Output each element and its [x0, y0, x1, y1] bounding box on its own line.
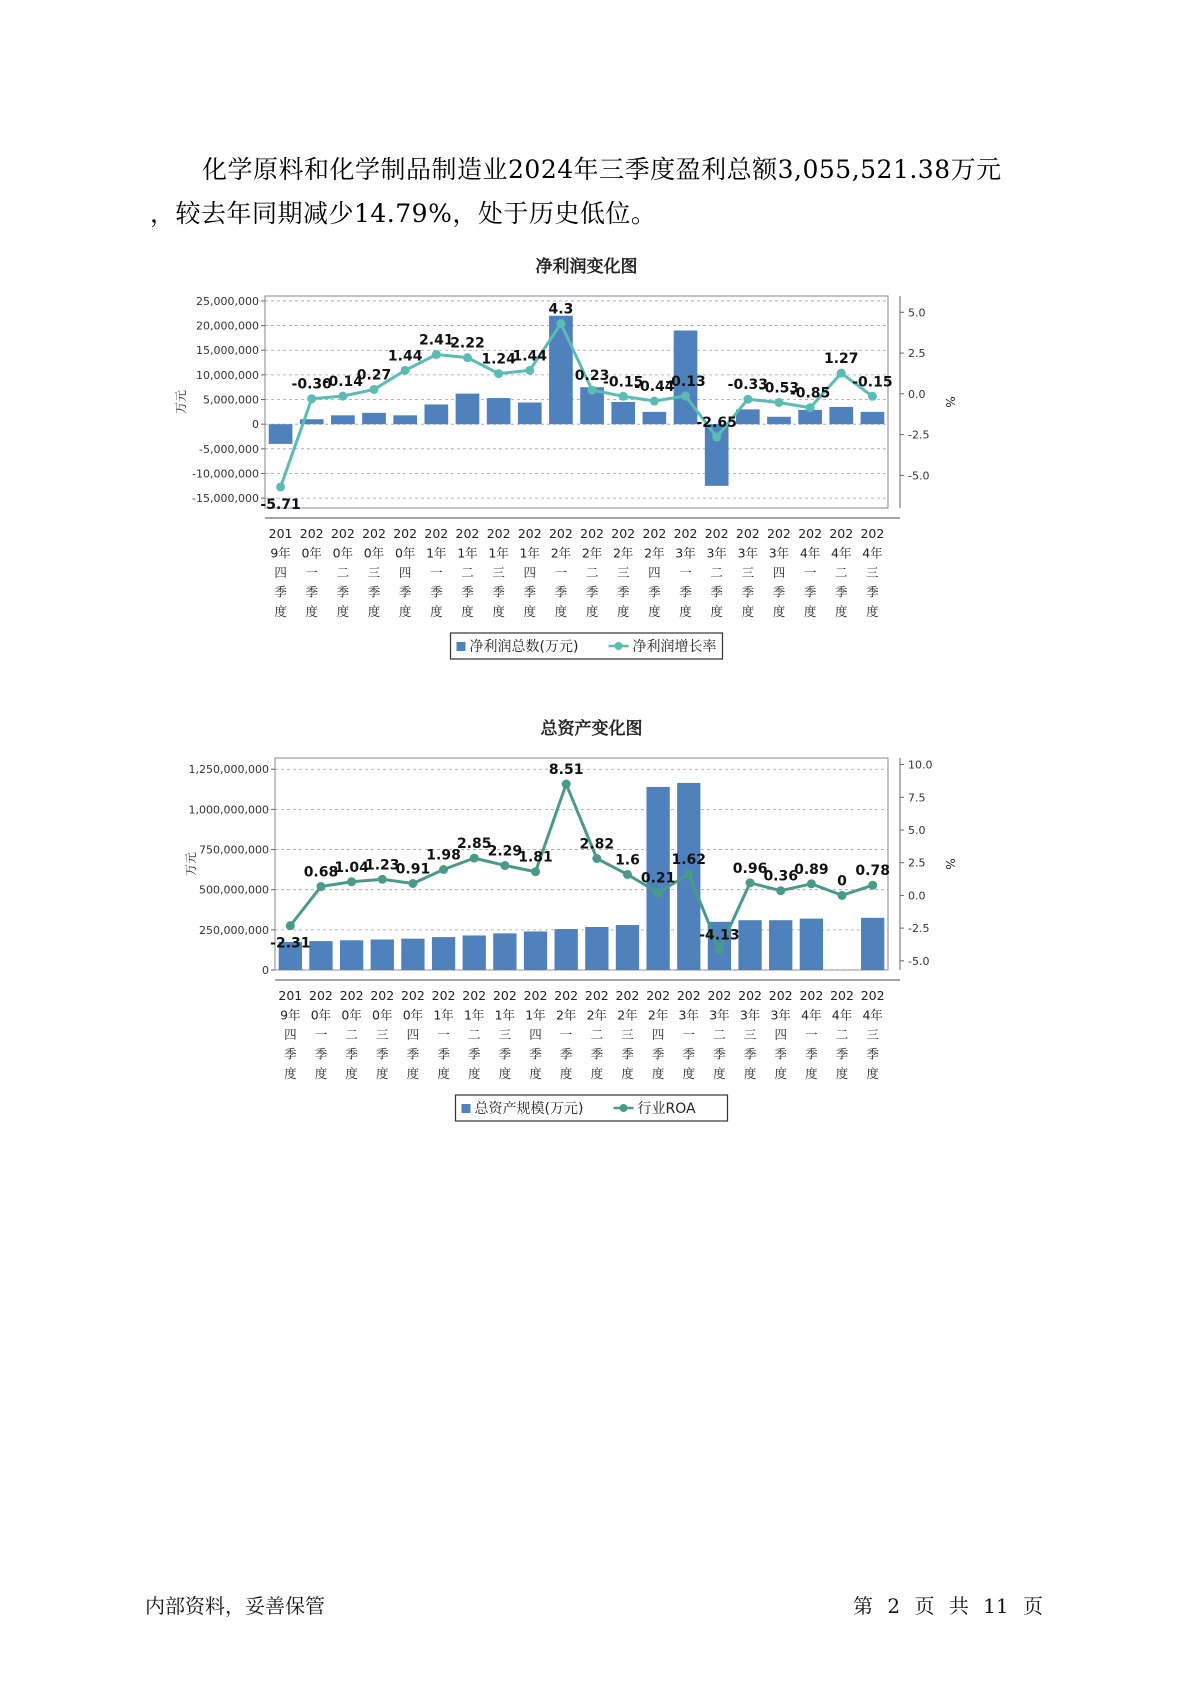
data-label: 2.41 [419, 332, 454, 349]
left-tick-label: -15,000,000 [192, 492, 259, 506]
legend-line-label: 净利润增长率 [632, 639, 717, 655]
line-point [776, 886, 785, 895]
right-tick-label: 2.5 [908, 347, 926, 361]
line-point [715, 945, 724, 954]
line-point [746, 878, 755, 887]
left-tick-label: 10,000,000 [196, 368, 259, 382]
legend-bar-swatch [462, 1104, 471, 1113]
right-axis-label: % [943, 396, 957, 408]
category-label: 202 4年二季度 [829, 526, 854, 619]
right-tick-label: 5.0 [908, 306, 926, 320]
line-point [650, 397, 659, 406]
bar [309, 941, 332, 970]
left-axis-label: 万元 [174, 389, 188, 415]
data-label: 2.85 [456, 836, 492, 853]
bar [616, 925, 639, 970]
bar [643, 412, 667, 424]
line-point [525, 366, 534, 375]
left-tick-label: 0 [252, 418, 259, 432]
data-label: -0.30 [291, 376, 332, 393]
footer-confidential-note: 内部资料，妥善保管 [145, 1594, 325, 1618]
bar [829, 407, 853, 424]
category-label: 202 0年四季度 [393, 526, 418, 619]
line-point [562, 780, 571, 789]
bar [331, 415, 355, 424]
line-point [378, 875, 387, 884]
bar [769, 920, 792, 970]
category-label: 202 0年三季度 [370, 988, 395, 1081]
category-label: 202 0年二季度 [339, 988, 364, 1081]
line-point [743, 395, 752, 404]
data-label: 0.21 [640, 870, 676, 887]
data-label: 0.91 [395, 861, 431, 878]
data-label: -0.44 [634, 379, 675, 396]
total-assets-chart [150, 719, 957, 1138]
right-tick-label: 10.0 [908, 758, 933, 772]
footer-page-number: 第 2 页 共 11 页 [853, 1594, 1043, 1618]
category-label: 202 1年四季度 [517, 526, 542, 619]
line-point [619, 392, 628, 401]
left-tick-label: 20,000,000 [196, 319, 259, 333]
data-label: -5.71 [260, 496, 301, 513]
right-tick-label: -2.5 [908, 428, 930, 442]
net-profit-chart [150, 257, 957, 680]
bar [456, 394, 480, 425]
line-point [684, 870, 693, 879]
data-label: 1.24 [481, 351, 516, 368]
category-label: 202 1年四季度 [523, 988, 548, 1081]
left-tick-label: -10,000,000 [192, 467, 259, 481]
line-point [807, 879, 816, 888]
line-point [439, 865, 448, 874]
category-label: 202 1年一季度 [431, 988, 456, 1081]
legend-line-marker [615, 642, 623, 650]
data-label: -0.33 [727, 377, 769, 394]
data-label: 4.3 [548, 301, 574, 318]
data-label: -0.15 [603, 374, 644, 391]
summary-line-1: 化学原料和化学制品制造业2024年三季度盈利总额3,055,521.38万元 [202, 155, 1002, 184]
category-label: 202 2年四季度 [646, 988, 671, 1081]
bar [269, 424, 293, 444]
data-label: 0.23 [574, 368, 610, 385]
bar [401, 939, 424, 970]
right-tick-label: -2.5 [908, 922, 930, 936]
category-label: 202 2年四季度 [642, 526, 667, 619]
summary-line-2: ，较去年同期减少14.79%，处于历史低位。 [150, 199, 657, 228]
line-point [774, 398, 783, 407]
data-label: 1.27 [824, 351, 859, 368]
left-tick-label: 25,000,000 [196, 294, 259, 308]
chart-title: 净利润变化图 [535, 257, 638, 277]
category-label: 202 3年三季度 [735, 526, 760, 619]
line-point [868, 881, 877, 890]
legend-bar-label: 净利润总数(万元) [469, 639, 579, 655]
line-point [470, 854, 479, 863]
bar [524, 931, 547, 970]
legend-bar-label: 总资产规模(万元) [474, 1101, 584, 1117]
bar [611, 402, 635, 424]
data-label: 1.23 [365, 857, 400, 874]
data-label: 1.98 [426, 847, 461, 864]
category-label: 202 3年三季度 [738, 988, 763, 1081]
right-tick-label: 0.0 [908, 889, 926, 903]
bar [861, 918, 884, 970]
right-tick-label: 0.0 [908, 387, 926, 401]
data-label: 0.96 [732, 860, 768, 877]
data-label: 2.29 [487, 843, 523, 860]
right-tick-label: 5.0 [908, 823, 926, 837]
category-label: 202 2年一季度 [554, 988, 579, 1081]
left-tick-label: 250,000,000 [199, 923, 269, 937]
bar [800, 919, 823, 970]
data-label: -2.31 [270, 935, 311, 952]
category-label: 202 1年三季度 [486, 526, 511, 619]
data-label: 0.68 [303, 864, 339, 881]
line-point [463, 353, 472, 362]
bar [362, 413, 386, 424]
category-label: 202 2年一季度 [548, 526, 573, 619]
line-point [592, 854, 601, 863]
left-tick-label: 750,000,000 [199, 843, 269, 857]
data-label: -4.13 [699, 927, 740, 944]
category-label: 202 4年二季度 [830, 988, 854, 1081]
category-label: 202 2年三季度 [611, 526, 636, 619]
data-label: 2.82 [579, 836, 615, 853]
category-label: 202 1年二季度 [462, 988, 487, 1081]
line-point [588, 386, 597, 395]
bar [585, 927, 608, 970]
data-label: 0 [837, 873, 847, 890]
data-label: 1.04 [334, 859, 369, 876]
data-label: -0.15 [852, 374, 893, 391]
line-point [370, 385, 379, 394]
category-label: 202 3年一季度 [673, 526, 698, 619]
category-label: 202 4年一季度 [798, 526, 823, 619]
line-point [623, 870, 632, 879]
category-label: 201 9年四季度 [278, 988, 303, 1081]
left-tick-label: 1,000,000,000 [188, 803, 269, 817]
category-label: 202 4年一季度 [799, 988, 824, 1081]
right-tick-label: -5.0 [908, 469, 930, 483]
category-label: 202 0年一季度 [309, 988, 333, 1081]
data-label: -0.14 [322, 374, 364, 391]
right-tick-label: 7.5 [908, 791, 926, 805]
line-point [531, 867, 540, 876]
category-label: 202 1年三季度 [492, 988, 517, 1081]
line-point [712, 433, 721, 442]
category-label: 202 3年四季度 [768, 988, 793, 1081]
left-tick-label: 15,000,000 [196, 344, 259, 358]
left-tick-label: -5,000,000 [199, 442, 259, 456]
data-label: 0.27 [356, 367, 392, 384]
line-point [316, 882, 325, 891]
data-label: -2.65 [696, 415, 737, 432]
right-tick-label: 2.5 [908, 856, 926, 870]
line-point [347, 877, 356, 886]
data-label: 0.36 [763, 868, 798, 885]
line-point [654, 888, 663, 897]
bar [463, 935, 486, 970]
summary-paragraph [150, 148, 1050, 236]
bar [340, 940, 363, 970]
bar [555, 929, 578, 970]
line-point [556, 319, 565, 328]
right-axis-label: % [943, 858, 957, 870]
left-tick-label: 1,250,000,000 [188, 763, 269, 777]
right-tick-label: -5.0 [908, 954, 930, 968]
data-label: 0.78 [855, 863, 890, 880]
category-label: 202 1年二季度 [455, 526, 480, 619]
line-point [500, 861, 509, 870]
category-label: 202 2年二季度 [580, 526, 605, 619]
data-label: 2.22 [450, 335, 485, 352]
bar [767, 417, 791, 424]
bar [549, 316, 573, 424]
bar [861, 412, 885, 424]
left-tick-label: 0 [262, 964, 269, 977]
data-label: -0.85 [789, 385, 831, 402]
plot-area [265, 296, 888, 508]
data-label: 1.44 [512, 348, 548, 365]
left-tick-label: 5,000,000 [203, 393, 259, 407]
bar [518, 402, 542, 424]
category-label: 201 9年四季度 [268, 526, 293, 619]
category-label: 202 3年四季度 [767, 526, 791, 619]
legend-line-label: 行业ROA [637, 1101, 696, 1117]
line-point [401, 366, 410, 375]
line-point [494, 369, 503, 378]
line-point [837, 369, 846, 378]
data-label: -0.53 [758, 380, 800, 397]
data-label: 1.6 [615, 852, 640, 869]
line-point [307, 394, 316, 403]
line-point [806, 403, 815, 412]
data-label: -0.13 [665, 373, 706, 390]
bar [371, 939, 394, 970]
line-point [408, 879, 417, 888]
bar [738, 920, 761, 970]
line-point [338, 392, 347, 401]
data-label: 1.44 [387, 348, 423, 365]
category-label: 202 2年三季度 [615, 988, 640, 1081]
chart-title: 总资产变化图 [540, 719, 643, 739]
line-point [286, 921, 295, 930]
line-point [868, 392, 877, 401]
line-point [432, 350, 441, 359]
left-tick-label: 500,000,000 [199, 883, 269, 897]
category-label: 202 2年二季度 [584, 988, 609, 1081]
bar [432, 937, 455, 970]
data-label: 1.81 [518, 849, 553, 866]
category-label: 202 0年二季度 [330, 526, 355, 619]
legend-line-marker [620, 1104, 628, 1112]
category-label: 202 0年一季度 [299, 526, 324, 619]
bar [487, 398, 511, 424]
bar [393, 415, 417, 424]
bar [493, 933, 516, 970]
left-axis-label: 万元 [184, 851, 198, 877]
category-label: 202 0年三季度 [362, 526, 386, 619]
bar [424, 404, 448, 424]
category-label: 202 4年三季度 [860, 988, 885, 1081]
data-label: 1.62 [671, 852, 707, 869]
category-label: 202 3年二季度 [707, 988, 732, 1081]
category-label: 202 3年二季度 [704, 526, 729, 619]
line-point [681, 391, 690, 400]
category-label: 202 1年一季度 [424, 526, 449, 619]
line-point [838, 891, 847, 900]
category-label: 202 4年三季度 [860, 526, 885, 619]
category-label: 202 3年一季度 [676, 988, 701, 1081]
data-label: 8.51 [548, 762, 584, 779]
legend-bar-swatch [457, 642, 466, 651]
data-label: 0.89 [794, 861, 829, 878]
category-label: 202 0年四季度 [400, 988, 425, 1081]
line-point [276, 482, 285, 491]
